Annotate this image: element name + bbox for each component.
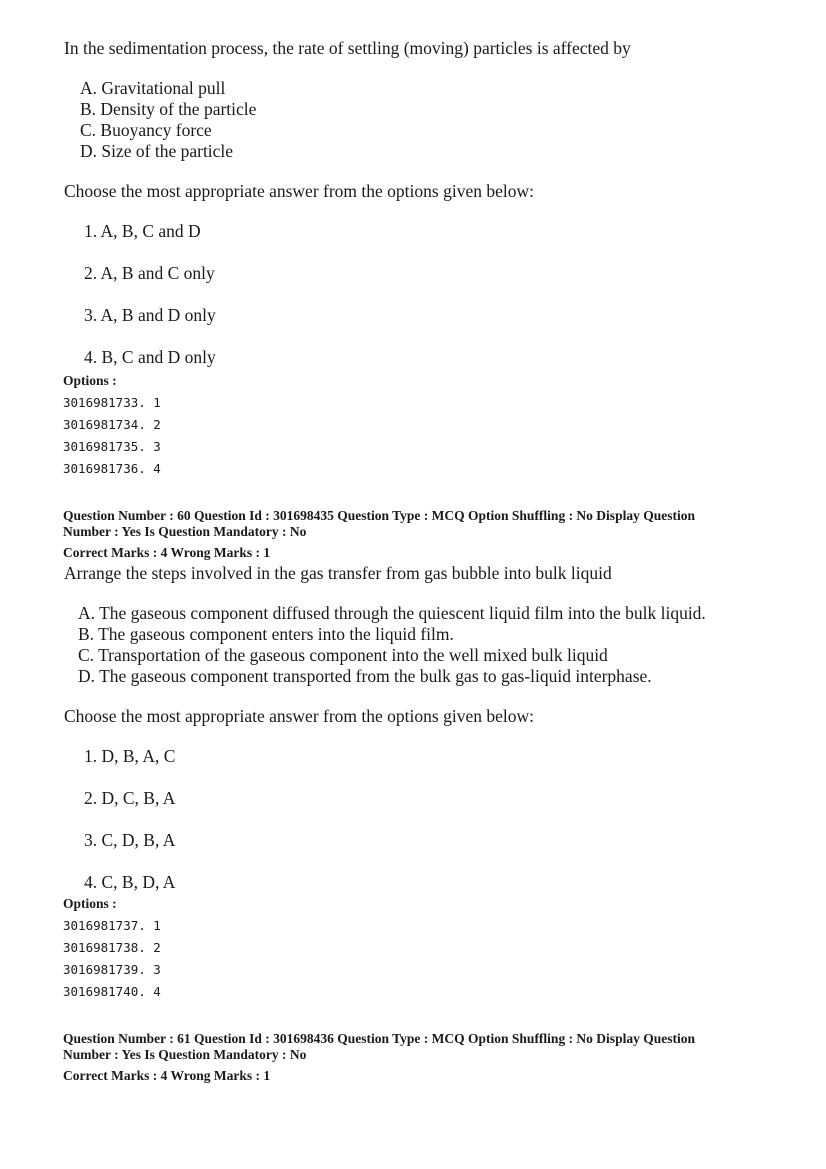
option-id-2: 3016981734. 2 (63, 417, 161, 432)
choice-2: 2. A, B and C only (84, 263, 215, 283)
choice-2: 2. D, C, B, A (84, 788, 176, 808)
statement-c: C. Transportation of the gaseous component into the well mixed bulk liquid (78, 645, 608, 665)
options-label: Options : (63, 896, 117, 911)
option-id-1: 3016981733. 1 (63, 395, 161, 410)
options-label: Options : (63, 373, 117, 388)
question-meta-line2: Number : Yes Is Question Mandatory : No (63, 524, 307, 539)
question-text: In the sedimentation process, the rate of settling (moving) particles is affected by (64, 38, 631, 58)
option-id-3: 3016981735. 3 (63, 439, 161, 454)
option-id-3: 3016981739. 3 (63, 962, 161, 977)
statement-d: D. The gaseous component transported from the bulk gas to gas-liquid interphase. (78, 666, 652, 686)
choice-4: 4. B, C and D only (84, 347, 216, 367)
choice-1: 1. A, B, C and D (84, 221, 201, 241)
statement-a: A. The gaseous component diffused through the quiescent liquid film into the bulk liquid. (78, 603, 706, 623)
answer-prompt: Choose the most appropriate answer from the options given below: (64, 181, 534, 201)
marks-info: Correct Marks : 4 Wrong Marks : 1 (63, 1068, 271, 1083)
option-id-1: 3016981737. 1 (63, 918, 161, 933)
statement-b: B. Density of the particle (80, 99, 257, 119)
statement-d: D. Size of the particle (80, 141, 234, 161)
question-meta-line1: Question Number : 60 Question Id : 301698435 Question Type : MCQ Option Shuffling : No Display Question (63, 508, 695, 523)
question-meta-line1: Question Number : 61 Question Id : 301698436 Question Type : MCQ Option Shuffling : No Display Question (63, 1031, 695, 1046)
choice-1: 1. D, B, A, C (84, 746, 176, 766)
statement-a: A. Gravitational pull (80, 78, 226, 98)
answer-prompt: Choose the most appropriate answer from the options given below: (64, 706, 534, 726)
option-id-4: 3016981736. 4 (63, 461, 161, 476)
question-meta-line2: Number : Yes Is Question Mandatory : No (63, 1047, 307, 1062)
statement-b: B. The gaseous component enters into the liquid film. (78, 624, 454, 644)
option-id-4: 3016981740. 4 (63, 984, 161, 999)
statement-c: C. Buoyancy force (80, 120, 212, 140)
marks-info: Correct Marks : 4 Wrong Marks : 1 (63, 545, 271, 560)
choice-3: 3. C, D, B, A (84, 830, 176, 850)
choice-3: 3. A, B and D only (84, 305, 216, 325)
choice-4: 4. C, B, D, A (84, 872, 176, 892)
option-id-2: 3016981738. 2 (63, 940, 161, 955)
question-text: Arrange the steps involved in the gas transfer from gas bubble into bulk liquid (64, 563, 612, 583)
